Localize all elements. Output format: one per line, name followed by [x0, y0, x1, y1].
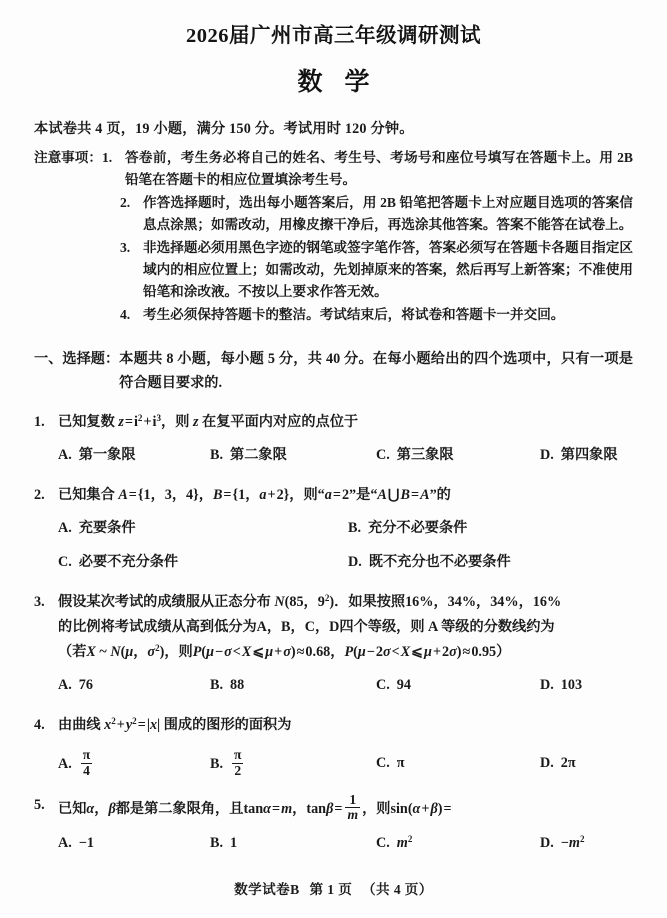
q1-var-z-2: z [192, 413, 199, 430]
question-5-number: 5. [34, 797, 45, 813]
option-b-letter: B. [210, 834, 224, 851]
question-4-number: 4. [34, 716, 45, 733]
option-b-text: 88 [230, 676, 245, 693]
question-5-stem-pre: 已知 [58, 800, 87, 817]
notice-item-3 [120, 237, 633, 303]
question-1-option-a[interactable] [58, 443, 210, 468]
option-d-text: 第四象限 [560, 446, 618, 463]
question-2-option-a[interactable] [58, 516, 348, 541]
question-1-stem [58, 410, 633, 435]
option-a-letter: A. [58, 446, 72, 463]
option-c-text: $m^2$ [396, 833, 413, 851]
footer-paper-label: 数学试卷B [234, 882, 300, 897]
exam-intro-line: 本试卷共 4 页，19 小题，满分 150 分。考试用时 120 分钟。 [34, 121, 414, 137]
option-b-letter: B. [210, 756, 224, 773]
option-a-text: 充要条件 [78, 519, 136, 536]
option-c-letter: C. [376, 754, 390, 771]
question-1-stem-tail: 在复平面内对应的点位于 [198, 413, 359, 430]
question-3-stem-line-3: （若X ~ N(μ，$\sigma^2$)，则P(μ−σ<X⩽μ+σ)≈0.68，P(μ−2σ<X⩽μ+2σ)≈0.95） [58, 642, 511, 660]
option-c-text: π [396, 754, 405, 771]
q1-i-cubed: $i^3$ [152, 412, 162, 430]
question-2-stem: 已知集合 A={1，3，4}，B={1，a+2}，则“a=2”是“A⋃B=A”的 [58, 486, 451, 503]
question-5-option-c[interactable] [376, 831, 540, 856]
option-d-letter: D. [540, 834, 554, 851]
notice-label: 注意事项： [34, 150, 102, 165]
notice-rest [120, 192, 633, 326]
question-5-option-a[interactable] [58, 831, 210, 856]
option-a-letter: A. [58, 834, 72, 851]
option-d-text: 2π [560, 754, 576, 771]
footer-total-pages: （共 4 页） [362, 882, 433, 897]
option-c-letter: C. [376, 446, 390, 463]
notice-item-3-number: 3. [120, 240, 131, 256]
option-d-letter: D. [348, 554, 362, 571]
question-1-option-d[interactable] [540, 443, 618, 468]
notice-item-1 [102, 147, 633, 192]
question-1-number: 1. [34, 413, 45, 430]
option-c-text: 必要不充分条件 [78, 554, 179, 571]
question-3-option-a[interactable] [58, 673, 210, 698]
question-5-option-d[interactable] [540, 831, 584, 856]
option-d-text: 103 [560, 676, 583, 693]
question-4-stem-pre: 由曲线 [58, 716, 105, 733]
q1-equals: = [124, 413, 133, 430]
notice-item-3-text: 非选择题必须用黑色字迹的钢笔或签字笔作答，答案必须写在答题卡各题目指定区域内的相应位置上；如需改动，先划掉原来的答案，然后再写上新答案；不准使用铅笔和涂改液。不按以上要求作答无效。 [143, 240, 633, 300]
question-5-stem: 已知α，β都是第二象限角，且tanα=m，tanβ= $\frac{1}{m}$ ，则sin(α+β)= [58, 792, 452, 823]
question-1-stem-post: ，则 [161, 413, 193, 430]
option-a-letter: A. [58, 519, 72, 536]
option-b-text: 1 [230, 834, 238, 851]
option-a-text: 76 [78, 676, 93, 693]
question-3-line1-pre: 假设某次考试的成绩服从正态分布 [58, 594, 275, 611]
question-3-stem-line-2: 的比例将考试成绩从高到低分为A，B，C，D四个等级，则 A 等级的分数线约为 [58, 619, 555, 636]
q1-i-squared: $i^2$ [133, 412, 143, 430]
question-4-stem: 由曲线 $x^2+y^2=|x|$ 围成的图形的面积为 [58, 715, 292, 733]
section-one-label: 一、选择题： [34, 351, 120, 368]
option-a-text: $\frac{\pi}{4}$ [82, 747, 91, 778]
option-d-letter: D. [540, 676, 554, 693]
question-4 [34, 713, 633, 778]
exam-title: 2026届广州市高三年级调研测试 [186, 25, 481, 47]
subject-title: 数学 [297, 69, 392, 96]
question-3-number: 3. [34, 594, 45, 611]
question-2-number: 2. [34, 486, 45, 503]
question-3-line1-post: ．如果按照16%，34%，34%，16% [334, 594, 562, 611]
question-5 [34, 793, 633, 855]
option-b-text: $\frac{\pi}{2}$ [234, 747, 242, 778]
option-a-text: −1 [78, 834, 94, 851]
option-b-letter: B. [348, 519, 362, 536]
notice-item-4-text: 考生必须保持答题卡的整洁。考试结束后，将试卷和答题卡一并交回。 [143, 307, 565, 323]
question-3-option-c[interactable] [376, 673, 540, 698]
option-b-letter: B. [210, 446, 224, 463]
notice-item-1-text: 答卷前，考生务必将自己的姓名、考生号、考场号和座位号填写在答题卡上。用 2B 铅笔在答题卡的相应位置填涂考生号。 [124, 150, 633, 188]
question-2-stem-pre: 已知集合 [58, 486, 119, 503]
question-2-options [58, 516, 633, 576]
q1-var-z: z [118, 413, 124, 430]
option-d-text: 既不充分也不必要条件 [368, 554, 511, 571]
option-c-text: 第三象限 [396, 446, 454, 463]
notice-item-4-number: 4. [120, 307, 131, 323]
question-3-options [58, 673, 633, 698]
question-4-stem-post: 围成的图形的面积为 [160, 716, 292, 733]
question-2-option-d[interactable] [348, 550, 511, 575]
notice-item-2-number: 2. [120, 195, 131, 211]
notice-item-4 [120, 304, 633, 326]
question-3-stem-line-1: 假设某次考试的成绩服从正态分布 N(85，$9^2$)．如果按照16%，34%，34%，16% [58, 593, 562, 611]
notice-item-2 [120, 192, 633, 236]
option-c-letter: C. [376, 834, 390, 851]
question-4-option-c[interactable] [376, 751, 540, 776]
section-one-header [34, 348, 633, 395]
question-2-option-b[interactable] [348, 516, 467, 541]
question-4-option-a[interactable] [58, 748, 210, 778]
option-d-letter: D. [540, 446, 554, 463]
question-2 [34, 483, 633, 576]
question-1-options [58, 443, 633, 468]
option-b-text: 第二象限 [230, 446, 287, 463]
question-1-option-c[interactable] [376, 443, 540, 468]
question-1-option-b[interactable] [210, 443, 376, 468]
question-3 [34, 590, 633, 697]
option-b-letter: B. [210, 676, 224, 693]
option-a-text: 第一象限 [78, 446, 136, 463]
question-5-option-b[interactable] [210, 831, 376, 856]
option-d-text: $-m^2$ [560, 833, 585, 851]
option-b-text: 充分不必要条件 [368, 519, 468, 536]
option-a-letter: A. [58, 676, 72, 693]
notice-block [34, 147, 633, 326]
question-1-stem-pre: 已知复数 [58, 413, 119, 430]
question-5-options [58, 831, 633, 856]
option-c-letter: C. [58, 554, 72, 571]
question-4-option-d[interactable] [540, 751, 576, 776]
option-d-letter: D. [540, 754, 554, 771]
q1-plus: + [143, 413, 152, 430]
option-c-letter: C. [376, 676, 390, 693]
notice-first-row [34, 147, 633, 192]
question-4-options [58, 748, 633, 778]
option-a-letter: A. [58, 756, 72, 773]
page-footer [0, 878, 667, 898]
notice-item-1-number: 1. [101, 150, 113, 165]
question-4-option-b[interactable] [210, 748, 376, 778]
option-c-text: 94 [396, 676, 411, 693]
section-one-text: 本题共 8 小题，每小题 5 分，共 40 分。在每小题给出的四个选项中，只有一项是符合题目要求的. [119, 351, 633, 391]
question-3-option-b[interactable] [210, 673, 376, 698]
footer-page-number: 第 1 页 [309, 882, 353, 897]
question-2-option-c[interactable] [58, 550, 348, 575]
question-3-option-d[interactable] [540, 673, 582, 698]
question-1 [34, 410, 633, 468]
notice-item-2-text: 作答选择题时，选出每小题答案后，用 2B 铅笔把答题卡上对应题目选项的答案信息点涂黑；如需改动，用橡皮擦干净后，再选涂其他答案。答案不能答在试卷上。 [143, 195, 633, 233]
